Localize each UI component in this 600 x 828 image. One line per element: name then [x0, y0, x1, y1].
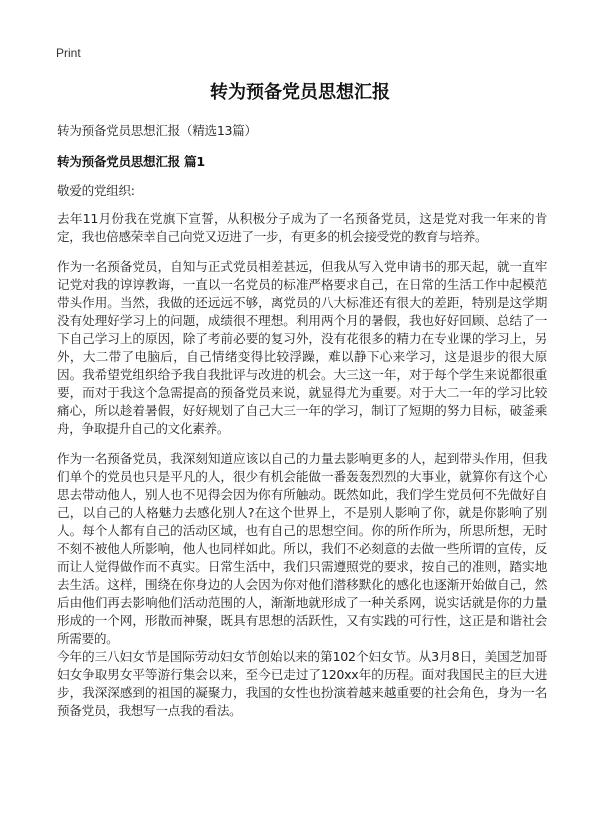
document-body [57, 122, 547, 732]
paragraph-3: 作为一名预备党员，我深刻知道应该以自己的力量去影响更多的人，起到带头作用，但我们单个的党员也只是平凡的人，很少有机会能做一番轰轰烈烈的大事业，就算你有这个心思去带动他人，别人也不见得会因为你有所触动。既然如此，我们学生党员何不先做好自己，以自己的人格魅力去感化别人?在这个世界上，不是别人影响了你，就是你影响了别人。每个人都有自己的活动区域，也有自己的思想空间。你的所作所为，所思所想，无时不刻不被他人所影响，他人也同样如此。所以，我们不必刻意的去做一些所谓的宣传，反而让人觉得做作而不真实。日常生活中，我们只需遵照党的要求，按自己的准则，踏实地去生活。这样，围绕在你身边的人会因为你对他们潜移默化的感化也逐渐开始做自己，然后由他们再去影响他们活动范围的人，渐渐地就形成了一种关系网，说实话就是你的力量形成的一个网，形散而神聚，既具有思想的活跃性，又有实践的可行性，这正是和谐社会所需要的。 [57, 451, 547, 646]
document-subtitle: 转为预备党员思想汇报（精选13篇） [57, 123, 257, 138]
print-link[interactable]: Print [56, 46, 81, 60]
paragraph-2: 作为一名预备党员，自知与正式党员相差甚远，但我从写入党申请书的那天起，就一直牢记党对我的谆谆教诲，一直以一名党员的标准严格要求自己，在日常的生活工作中起模范带头作用。当然，我做的还远远不够，离党员的八大标准还有很大的差距，特别是这学期没有处理好学习上的问题，成绩很不理想。利用两个月的暑假，我也好好回顾、总结了一下自己学习上的原因，除了考前必要的复习外，没有花很多的精力在专业课的学习上，另外，大二带了电脑后，自己情绪变得比较浮躁，难以静下心来学习，这是退步的很大原因。我希望党组织给予我自我批评与改进的机会。大三这一年，对于每个学生来说都很重要，而对于我这个急需提高的预备党员来说，就显得尤为重要。对于大二一年的学习比较痛心，所以趁着暑假，好好规划了自己大三一年的学习，制订了短期的努力目标，破釜乘舟，争取提升自己的文化素养。 [57, 259, 547, 436]
page-title: 转为预备党员思想汇报 [210, 82, 390, 103]
paragraph-4: 今年的三八妇女节是国际劳动妇女节创始以来的第102个妇女节。从3月8日，美国芝加哥妇女争取男女平等游行集会以来，至今已走过了120xx年的历程。面对我国民主的巨大进步，我深深感到的祖国的凝聚力，我国的女性也扮演着越来越重要的社会角色，身为一名预备党员，我想写一点我的看法。 [57, 649, 547, 718]
paragraph-1: 去年11月份我在党旗下宣誓，从积极分子成为了一名预备党员，这是党对我一年来的肯定，我也倍感荣幸自己向党又迈进了一步，有更多的机会接受党的教育与培养。 [57, 211, 547, 244]
greeting: 敬爱的党组织: [57, 183, 135, 198]
section-heading: 转为预备党员思想汇报 篇1 [57, 154, 205, 169]
